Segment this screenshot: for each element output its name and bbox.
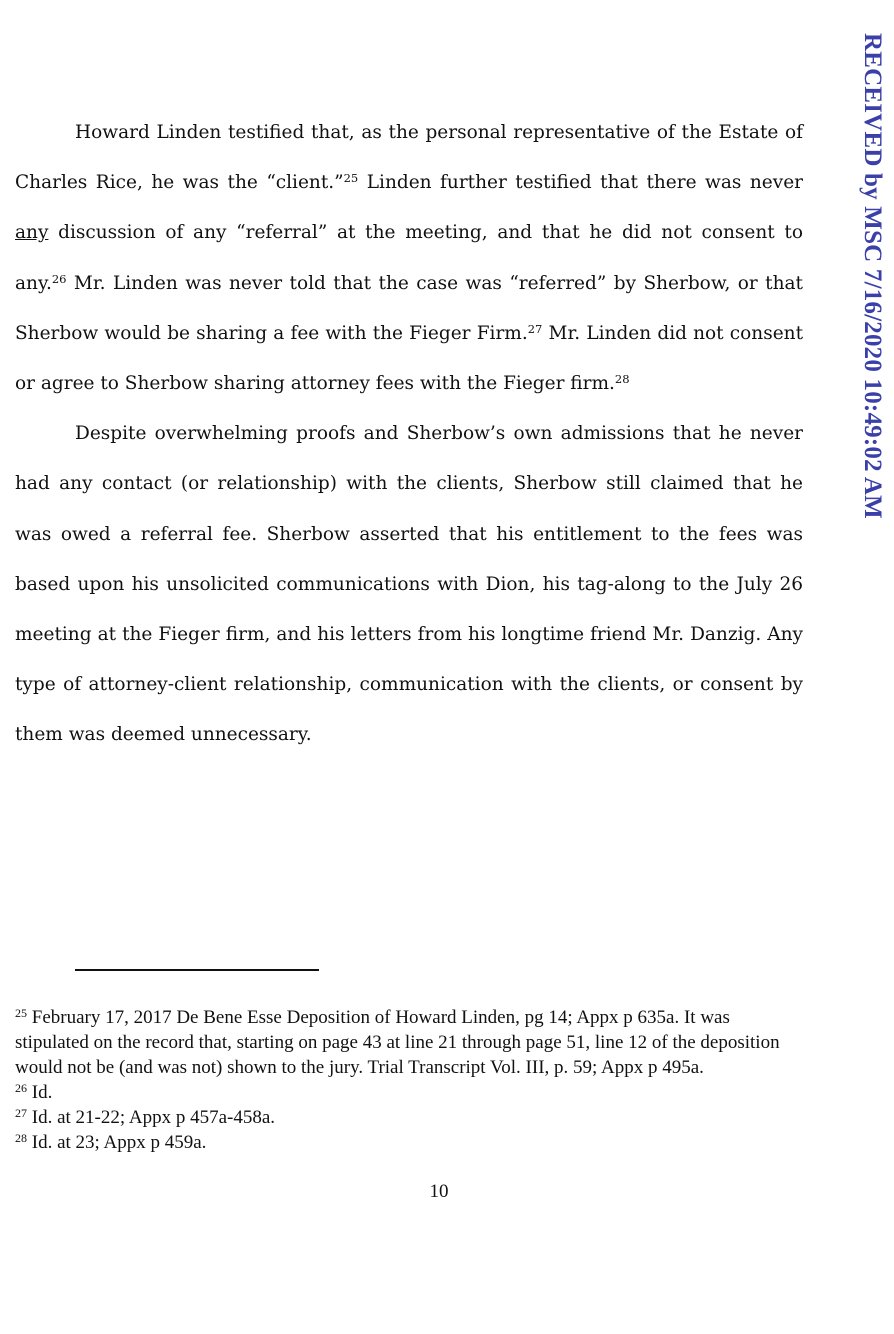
footnote-ref-26: 26 [51, 271, 67, 286]
page-number: 10 [429, 1181, 449, 1202]
footnote-number: 28 [15, 1131, 27, 1145]
text-segment: Mr. Linden did not consent or agree to Sherbow sharing attorney fees with the Fieger firm. [15, 322, 803, 395]
footnote-text: Id. at 23; Appx p 459a. [27, 1132, 207, 1153]
footnote-text: Id. at 21-22; Appx p 457a-458a. [27, 1107, 276, 1128]
footnote-text: Id. [27, 1082, 53, 1103]
footnote-25 [15, 1005, 805, 1080]
text-segment: Mr. Linden was never told that the case was “referred” by Sherbow, or that Sherbow would be sharing a fee with the Fieger Firm. [15, 272, 803, 344]
footnote-text: February 17, 2017 De Bene Esse Deposition of Howard Linden, pg 14; Appx p 635a. It was stipulated on the record that, starting on page 43 at line 21 through page 51, line 12 of the deposition would not be (and was not) shown to the jury. Trial Transcript Vol. III, p. 59; Appx p 495a. [15, 1007, 780, 1078]
text-segment: Linden further testified that there was never [358, 172, 803, 194]
footnote-ref-28: 28 [614, 372, 630, 387]
text-segment: discussion of any “referral” at the meeting, and that he did not consent to any. [15, 222, 803, 294]
text-segment: Howard Linden testified that, as the personal representative of the Estate of Charles Rice, he was the “client.” [15, 122, 803, 194]
paragraph-linden-testimony [15, 108, 803, 409]
footnote-number: 25 [15, 1006, 27, 1020]
paragraph-sherbow-claims: Despite overwhelming proofs and Sherbow’s own admissions that he never had any contact (or relationship) with the clients, Sherbow still claimed that he was owed a referral fee. Sherbow asserted that his entitlement to the fees was based upon his unsolicited communications with Dion, his tag-along to the July 26 meeting at the Fieger firm, and his letters from his longtime friend Mr. Danzig. Any type of attorney-client relationship, communication with the clients, or consent by them was deemed unnecessary. [15, 423, 803, 746]
footnote-28 [15, 1130, 805, 1155]
footnotes [15, 1005, 805, 1155]
footnote-number: 27 [15, 1106, 27, 1120]
footnote-divider [75, 969, 319, 971]
received-stamp: RECEIVED by MSC 7/16/2020 10:49:02 AM [859, 33, 886, 519]
footnote-number: 26 [15, 1081, 27, 1095]
footnote-27 [15, 1105, 805, 1130]
footnote-ref-27: 27 [527, 321, 543, 336]
underlined-word: any [15, 222, 49, 244]
footnote-ref-25: 25 [343, 171, 359, 186]
footnote-26 [15, 1080, 805, 1105]
body-text [15, 108, 803, 761]
